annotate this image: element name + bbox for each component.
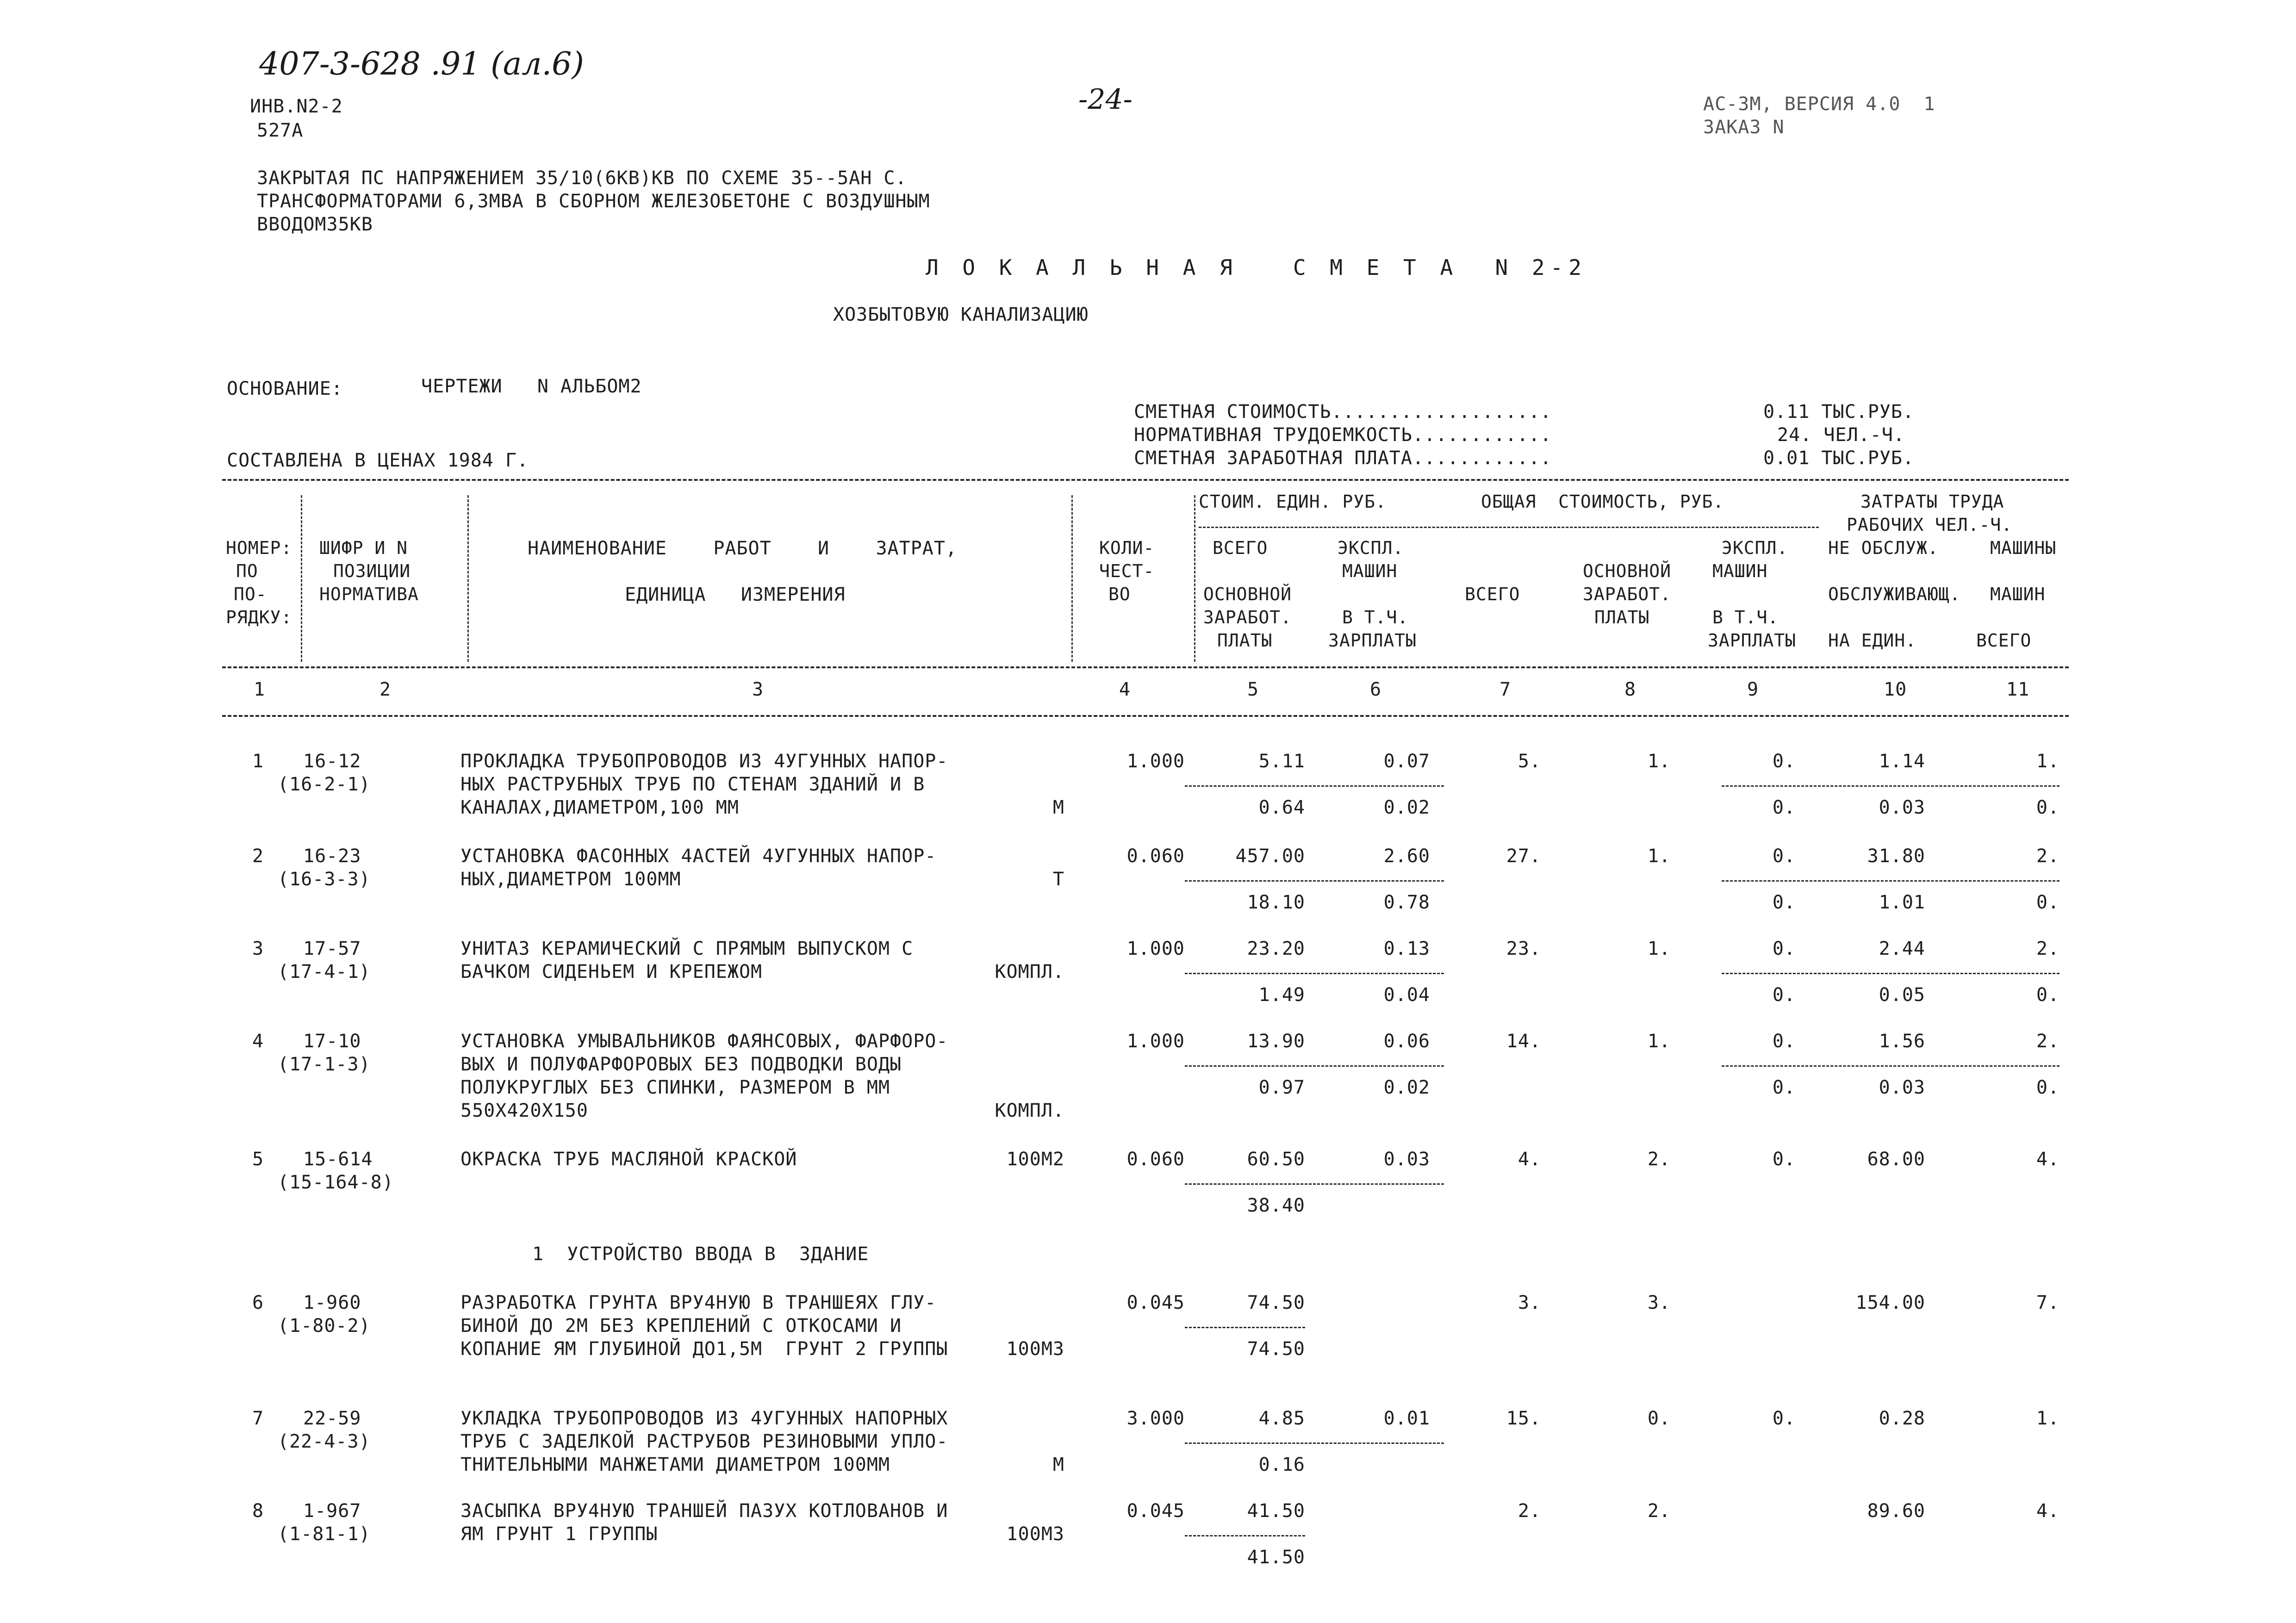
- hdr-c8-3: ПЛАТЫ: [1594, 607, 1650, 628]
- hdr-c10-1: НЕ ОБСЛУЖ.: [1828, 538, 1939, 558]
- row-unit-cost-machine: 2.60: [1383, 846, 1430, 867]
- row-number: 6: [252, 1292, 264, 1313]
- row-unit: 100М2: [1006, 1149, 1064, 1170]
- order-label: ЗАКАЗ N: [1703, 117, 1785, 138]
- column-number: 7: [1500, 679, 1512, 700]
- row-total-wage: 3.: [1647, 1292, 1671, 1313]
- row-unit-cost-wage: 74.50: [1247, 1338, 1305, 1360]
- row-unit-cost-total: 23.20: [1247, 938, 1305, 959]
- row-total-wage: 2.: [1647, 1500, 1671, 1522]
- row-labor-total: 2.: [2036, 1031, 2060, 1052]
- row-name-line: ЯМ ГРУНТ 1 ГРУППЫ: [460, 1524, 658, 1545]
- row-name-line: БАЧКОМ СИДЕНЬЕМ И КРЕПЕЖОМ: [460, 961, 763, 983]
- hdr-c10-2: ОБСЛУЖИВАЮЩ.: [1828, 584, 1961, 604]
- row-labor-machine-total: 0.: [2036, 984, 2060, 1006]
- row-number: 5: [252, 1149, 264, 1170]
- row-unit-cost-wage: 0.16: [1258, 1454, 1305, 1475]
- row-unit-cost-machine: 0.03: [1383, 1149, 1430, 1170]
- row-labor-unit: 0.28: [1879, 1408, 1925, 1429]
- row-unit: 100М3: [1006, 1338, 1064, 1360]
- row-code: 16-23: [303, 846, 361, 867]
- row-unit-cost-divider: [1185, 785, 1444, 787]
- column-number: 11: [2006, 679, 2030, 700]
- row-total-machine: 0.: [1772, 1408, 1796, 1429]
- project-line-2: ТРАНСФОРМАТОРАМИ 6,3МВА В СБОРНОМ ЖЕЛЕЗОБЕТОНЕ С ВОЗДУШНЫМ: [257, 191, 930, 212]
- project-line-1: ЗАКРЫТАЯ ПС НАПРЯЖЕНИЕМ 35/10(6КВ)КВ ПО СХЕМЕ 35--5АН С.: [257, 168, 907, 189]
- row-number: 8: [252, 1500, 264, 1522]
- hdr-num-3: ПО-: [234, 584, 267, 604]
- row-labor-unit: 154.00: [1855, 1292, 1925, 1313]
- hdr-qty-3: ВО: [1108, 584, 1131, 604]
- row-unit-cost-divider: [1185, 1065, 1444, 1067]
- hdr-c6-3: В Т.Ч.: [1342, 607, 1409, 628]
- estimate-subtitle: ХОЗБЫТОВУЮ КАНАЛИЗАЦИЮ: [833, 304, 1089, 325]
- row-unit-cost-wage: 18.10: [1247, 892, 1305, 913]
- row-code: 16-12: [303, 751, 361, 772]
- row-code: 17-57: [303, 938, 361, 959]
- row-code-ref: (17-1-3): [278, 1054, 371, 1075]
- summary-wage-value: 0.01 ТЫС.РУБ.: [1763, 448, 1915, 469]
- hdr-c6-4: ЗАРПЛАТЫ: [1328, 630, 1417, 651]
- row-quantity: 1.000: [1126, 1031, 1185, 1052]
- row-total-machine: 0.: [1772, 846, 1796, 867]
- header-mid-rule: [222, 666, 2069, 668]
- row-code: 1-967: [303, 1500, 361, 1522]
- column-number: 2: [380, 679, 392, 700]
- row-name-line: УНИТАЗ КЕРАМИЧЕСКИЙ С ПРЯМЫМ ВЫПУСКОМ С: [460, 938, 914, 959]
- row-labor-total: 2.: [2036, 938, 2060, 959]
- row-name-line: НЫХ РАСТРУБНЫХ ТРУБ ПО СТЕНАМ ЗДАНИЙ И В: [460, 774, 925, 795]
- hdr-c5-2: ОСНОВНОЙ: [1203, 584, 1292, 604]
- row-code: 1-960: [303, 1292, 361, 1313]
- row-labor-total: 4.: [2036, 1149, 2060, 1170]
- hdr-num-1: НОМЕР:: [226, 538, 292, 558]
- row-unit-cost-total: 5.11: [1258, 751, 1305, 772]
- summary-labor-label: НОРМАТИВНАЯ ТРУДОЕМКОСТЬ............: [1134, 424, 1552, 446]
- row-labor-machine-total: 0.: [2036, 797, 2060, 818]
- row-name-line: УКЛАДКА ТРУБОПРОВОДОВ ИЗ 4УГУННЫХ НАПОРНЫХ: [460, 1408, 948, 1429]
- row-total-cost: 2.: [1518, 1500, 1541, 1522]
- hdr-c8-2: ЗАРАБОТ.: [1583, 584, 1672, 604]
- row-labor-machine-unit: 0.03: [1879, 797, 1925, 818]
- row-unit-cost-divider: [1185, 1535, 1305, 1536]
- row-name-line: УСТАНОВКА ФАСОННЫХ 4АСТЕЙ 4УГУННЫХ НАПОР-: [460, 846, 937, 867]
- row-unit-cost-wage: 38.40: [1247, 1195, 1305, 1216]
- row-labor-total: 4.: [2036, 1500, 2060, 1522]
- row-name-line: ПРОКЛАДКА ТРУБОПРОВОДОВ ИЗ 4УГУННЫХ НАПОР-: [460, 751, 948, 772]
- section-title: 1 УСТРОЙСТВО ВВОДА В ЗДАНИЕ: [532, 1244, 869, 1265]
- row-labor-unit: 31.80: [1867, 846, 1925, 867]
- column-number: 6: [1370, 679, 1382, 700]
- hdr-sep-2: [467, 495, 469, 662]
- hdr-c7: ВСЕГО: [1465, 584, 1520, 604]
- row-unit-cost-divider: [1185, 1443, 1444, 1444]
- row-name-line: 550Х420Х150: [460, 1100, 588, 1121]
- row-total-machine: 0.: [1772, 1149, 1796, 1170]
- row-unit-cost-wage: 0.64: [1258, 797, 1305, 818]
- row-labor-machine-total: 0.: [2036, 1077, 2060, 1098]
- row-name-line: РАЗРАБОТКА ГРУНТА ВРУ4НУЮ В ТРАНШЕЯХ ГЛУ-: [460, 1292, 937, 1313]
- column-number: 9: [1747, 679, 1759, 700]
- hdr-c5-4: ПЛАТЫ: [1217, 630, 1273, 651]
- column-number: 1: [254, 679, 266, 700]
- software-version: АС-3М, ВЕРСИЯ 4.0 1: [1703, 93, 1935, 115]
- row-quantity: 1.000: [1126, 938, 1185, 959]
- header-bottom-rule: [222, 715, 2069, 717]
- row-unit-cost-machine: 0.13: [1383, 938, 1430, 959]
- column-number: 10: [1884, 679, 1907, 700]
- row-code: 17-10: [303, 1031, 361, 1052]
- row-unit: 100М3: [1006, 1524, 1064, 1545]
- row-labor-divider: [1722, 973, 2060, 974]
- row-name-line: НЫХ,ДИАМЕТРОМ 100ММ: [460, 869, 681, 890]
- hdr-c9-2: МАШИН: [1712, 561, 1768, 581]
- row-labor-unit: 1.14: [1879, 751, 1925, 772]
- row-quantity: 0.060: [1126, 1149, 1185, 1170]
- hdr-name: НАИМЕНОВАНИЕ РАБОТ И ЗАТРАТ,: [528, 538, 958, 559]
- row-total-wage: 0.: [1647, 1408, 1671, 1429]
- row-unit-cost-total: 457.00: [1235, 846, 1305, 867]
- row-unit-cost-divider: [1185, 1327, 1305, 1328]
- row-quantity: 0.060: [1126, 846, 1185, 867]
- hdr-sep-4: [1194, 495, 1195, 662]
- row-total-cost: 5.: [1518, 751, 1541, 772]
- row-name-line: ВЫХ И ПОЛУФАРФОРОВЫХ БЕЗ ПОДВОДКИ ВОДЫ: [460, 1054, 902, 1075]
- row-total-machine-wage: 0.: [1772, 1077, 1796, 1098]
- row-code-ref: (22-4-3): [278, 1431, 371, 1452]
- row-total-wage: 1.: [1647, 1031, 1671, 1052]
- hdr-labor-2: РАБОЧИХ ЧЕЛ.-Ч.: [1847, 515, 2013, 535]
- hdr-num-4: РЯДКУ:: [226, 607, 292, 628]
- row-labor-total: 1.: [2036, 751, 2060, 772]
- summary-labor-value: 24. ЧЕЛ.-Ч.: [1777, 424, 1905, 446]
- row-total-cost: 14.: [1506, 1031, 1541, 1052]
- row-labor-machine-total: 0.: [2036, 892, 2060, 913]
- row-name-line: КОПАНИЕ ЯМ ГЛУБИНОЙ ДО1,5М ГРУНТ 2 ГРУППЫ: [460, 1338, 948, 1360]
- row-name-line: УСТАНОВКА УМЫВАЛЬНИКОВ ФАЯНСОВЫХ, ФАРФОРО-: [460, 1031, 948, 1052]
- hdr-c8-1: ОСНОВНОЙ: [1583, 561, 1672, 581]
- row-labor-machine-unit: 1.01: [1879, 892, 1925, 913]
- header-top-rule: [222, 479, 2069, 481]
- row-unit: М: [1052, 797, 1064, 818]
- row-code-ref: (16-2-1): [278, 774, 371, 795]
- row-total-wage: 1.: [1647, 938, 1671, 959]
- hdr-unit-cost: СТОИМ. ЕДИН. РУБ.: [1199, 491, 1387, 512]
- hdr-split-rule: [1199, 527, 1819, 528]
- row-unit-cost-divider: [1185, 1183, 1444, 1185]
- hdr-sep-3: [1071, 495, 1073, 662]
- row-labor-divider: [1722, 785, 2060, 787]
- row-code-ref: (1-80-2): [278, 1315, 371, 1337]
- hdr-c9-4: ЗАРПЛАТЫ: [1708, 630, 1797, 651]
- row-unit-cost-machine-wage: 0.02: [1383, 797, 1430, 818]
- row-code-ref: (15-164-8): [278, 1172, 394, 1193]
- project-line-3: ВВОДОМ35КВ: [257, 214, 373, 235]
- estimate-title: Л О К А Л Ь Н А Я С М Е Т А N 2-2: [926, 255, 1587, 280]
- row-total-machine: 0.: [1772, 1031, 1796, 1052]
- hdr-code-1: ШИФР И N: [319, 538, 408, 558]
- column-number: 5: [1247, 679, 1259, 700]
- hdr-c5-1: ВСЕГО: [1213, 538, 1268, 558]
- prices-year: СОСТАВЛЕНА В ЦЕНАХ 1984 Г.: [227, 450, 529, 471]
- basis-value: ЧЕРТЕЖИ N АЛЬБОМ2: [421, 376, 642, 397]
- row-number: 7: [252, 1408, 264, 1429]
- row-labor-divider: [1722, 1065, 2060, 1067]
- row-unit: М: [1052, 1454, 1064, 1475]
- row-unit-cost-machine-wage: 0.78: [1383, 892, 1430, 913]
- summary-cost-value: 0.11 ТЫС.РУБ.: [1763, 401, 1915, 423]
- row-labor-unit: 2.44: [1879, 938, 1925, 959]
- row-unit-cost-machine: 0.06: [1383, 1031, 1430, 1052]
- row-total-wage: 1.: [1647, 846, 1671, 867]
- row-code: 15-614: [303, 1149, 373, 1170]
- row-quantity: 1.000: [1126, 751, 1185, 772]
- hdr-c10-3: НА ЕДИН.: [1828, 630, 1917, 651]
- row-total-cost: 3.: [1518, 1292, 1541, 1313]
- row-total-cost: 27.: [1506, 846, 1541, 867]
- row-unit: КОМПЛ.: [995, 1100, 1064, 1121]
- row-name-line: ПОЛУКРУГЛЫХ БЕЗ СПИНКИ, РАЗМЕРОМ В ММ: [460, 1077, 890, 1098]
- column-number: 8: [1624, 679, 1636, 700]
- row-quantity: 0.045: [1126, 1292, 1185, 1313]
- summary-wage-label: СМЕТНАЯ ЗАРАБОТНАЯ ПЛАТА............: [1134, 448, 1552, 469]
- row-total-machine-wage: 0.: [1772, 984, 1796, 1006]
- row-labor-unit: 89.60: [1867, 1500, 1925, 1522]
- row-total-wage: 1.: [1647, 751, 1671, 772]
- row-code-ref: (17-4-1): [278, 961, 371, 983]
- row-labor-total: 2.: [2036, 846, 2060, 867]
- hdr-c11-1: МАШИНЫ: [1990, 538, 2057, 558]
- hdr-num-2: ПО: [236, 561, 258, 581]
- hdr-c9-3: В Т.Ч.: [1712, 607, 1779, 628]
- row-unit-cost-total: 13.90: [1247, 1031, 1305, 1052]
- row-unit-cost-total: 60.50: [1247, 1149, 1305, 1170]
- handwritten-page-number: -24-: [1078, 83, 1132, 116]
- row-code-ref: (1-81-1): [278, 1524, 371, 1545]
- row-total-machine: 0.: [1772, 938, 1796, 959]
- row-unit: Т: [1052, 869, 1064, 890]
- row-unit-cost-wage: 41.50: [1247, 1547, 1305, 1568]
- row-code: 22-59: [303, 1408, 361, 1429]
- row-unit-cost-total: 74.50: [1247, 1292, 1305, 1313]
- row-unit-cost-wage: 1.49: [1258, 984, 1305, 1006]
- row-number: 1: [252, 751, 264, 772]
- row-code-ref: (16-3-3): [278, 869, 371, 890]
- row-unit-cost-machine: 0.01: [1383, 1408, 1430, 1429]
- column-number: 4: [1119, 679, 1131, 700]
- row-name-line: ЗАСЫПКА ВРУ4НУЮ ТРАНШЕЙ ПАЗУХ КОТЛОВАНОВ И: [460, 1500, 948, 1522]
- row-labor-divider: [1722, 880, 2060, 882]
- row-labor-total: 7.: [2036, 1292, 2060, 1313]
- row-unit-cost-divider: [1185, 973, 1444, 974]
- hdr-unit: ЕДИНИЦА ИЗМЕРЕНИЯ: [625, 584, 846, 605]
- hdr-sep-1: [301, 495, 302, 662]
- hdr-qty-2: ЧЕСТ-: [1099, 561, 1155, 581]
- hdr-c11-3: ВСЕГО: [1976, 630, 2032, 651]
- basis-label: ОСНОВАНИЕ:: [227, 378, 343, 399]
- hdr-code-3: НОРМАТИВА: [319, 584, 419, 604]
- row-unit-cost-total: 41.50: [1247, 1500, 1305, 1522]
- row-name-line: БИНОЙ ДО 2М БЕЗ КРЕПЛЕНИЙ С ОТКОСАМИ И: [460, 1315, 902, 1337]
- hdr-c5-3: ЗАРАБОТ.: [1203, 607, 1292, 628]
- hdr-c6-2: МАШИН: [1342, 561, 1398, 581]
- hdr-labor-1: ЗАТРАТЫ ТРУДА: [1860, 491, 2004, 512]
- row-total-cost: 15.: [1506, 1408, 1541, 1429]
- row-quantity: 0.045: [1126, 1500, 1185, 1522]
- hdr-code-2: ПОЗИЦИИ: [333, 561, 411, 581]
- row-number: 2: [252, 846, 264, 867]
- hdr-c6-1: ЭКСПЛ.: [1338, 538, 1404, 558]
- row-number: 4: [252, 1031, 264, 1052]
- row-name-line: ОКРАСКА ТРУБ МАСЛЯНОЙ КРАСКОЙ: [460, 1149, 797, 1170]
- row-total-wage: 2.: [1647, 1149, 1671, 1170]
- row-total-cost: 23.: [1506, 938, 1541, 959]
- row-total-machine: 0.: [1772, 751, 1796, 772]
- row-unit-cost-wage: 0.97: [1258, 1077, 1305, 1098]
- row-unit-cost-machine: 0.07: [1383, 751, 1430, 772]
- row-unit: КОМПЛ.: [995, 961, 1064, 983]
- handwritten-doc-code: 407-3-628 .91 (ал.6): [259, 46, 584, 82]
- row-labor-machine-unit: 0.03: [1879, 1077, 1925, 1098]
- row-quantity: 3.000: [1126, 1408, 1185, 1429]
- row-number: 3: [252, 938, 264, 959]
- row-unit-cost-divider: [1185, 880, 1444, 882]
- row-labor-machine-unit: 0.05: [1879, 984, 1925, 1006]
- row-total-machine-wage: 0.: [1772, 892, 1796, 913]
- inventory-number: 527А: [257, 120, 304, 141]
- hdr-total-cost: ОБЩАЯ СТОИМОСТЬ, РУБ.: [1481, 491, 1724, 512]
- row-name-line: ТРУБ С ЗАДЕЛКОЙ РАСТРУБОВ РЕЗИНОВЫМИ УПЛО-: [460, 1431, 948, 1452]
- row-name-line: КАНАЛАХ,ДИАМЕТРОМ,100 ММ: [460, 797, 739, 818]
- row-total-cost: 4.: [1518, 1149, 1541, 1170]
- row-labor-unit: 1.56: [1879, 1031, 1925, 1052]
- row-unit-cost-machine-wage: 0.02: [1383, 1077, 1430, 1098]
- row-labor-unit: 68.00: [1867, 1149, 1925, 1170]
- row-unit-cost-total: 4.85: [1258, 1408, 1305, 1429]
- row-unit-cost-machine-wage: 0.04: [1383, 984, 1430, 1006]
- row-total-machine-wage: 0.: [1772, 797, 1796, 818]
- inventory-label: ИНВ.N2-2: [250, 96, 343, 117]
- hdr-c11-2: МАШИН: [1990, 584, 2046, 604]
- hdr-c9-1: ЭКСПЛ.: [1722, 538, 1788, 558]
- summary-cost-label: СМЕТНАЯ СТОИМОСТЬ...................: [1134, 401, 1552, 423]
- row-name-line: ТНИТЕЛЬНЫМИ МАНЖЕТАМИ ДИАМЕТРОМ 100ММ: [460, 1454, 890, 1475]
- column-number: 3: [752, 679, 764, 700]
- hdr-qty-1: КОЛИ-: [1099, 538, 1155, 558]
- row-labor-total: 1.: [2036, 1408, 2060, 1429]
